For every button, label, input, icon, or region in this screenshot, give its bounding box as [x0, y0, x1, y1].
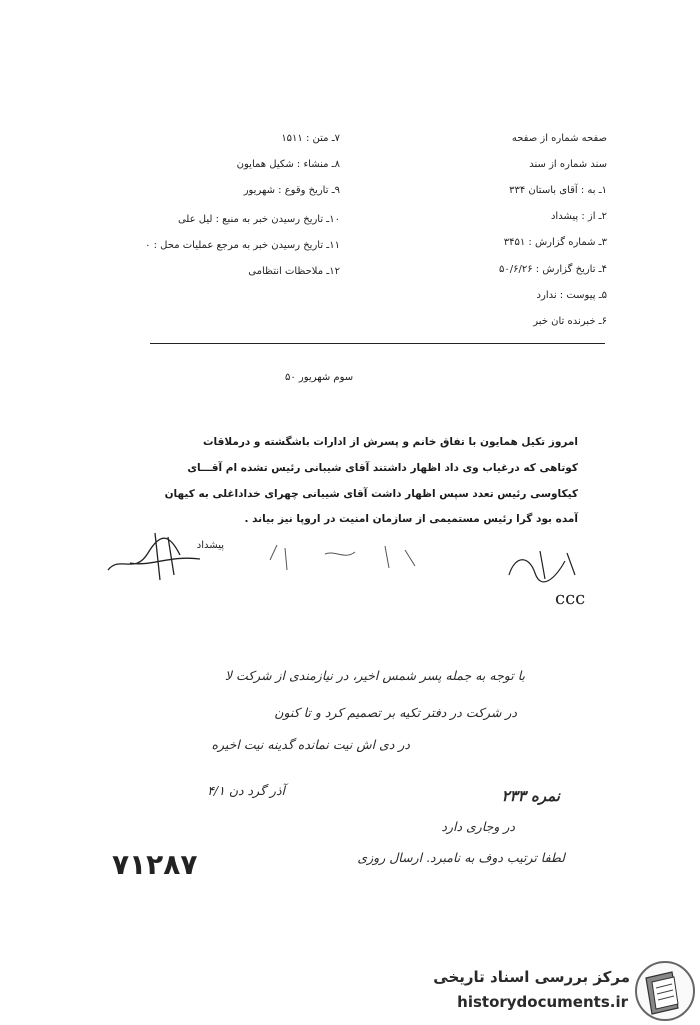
- header-field-remarks: ۱۲ـ ملاحظات انتظامی: [248, 266, 340, 277]
- archive-number: ۷۱۲۸۷: [112, 848, 198, 881]
- body-line: آمده بود گرا رئیس مستمیمی از سازمان امنیت در اروپا نیز بیاند .: [244, 513, 578, 525]
- marginal-note: ccc: [555, 588, 586, 609]
- handwritten-line: آذر گرد دن ۴/۱: [207, 783, 285, 798]
- archive-logo-icon: [634, 960, 696, 1022]
- signature-scribble-right: [505, 545, 585, 585]
- body-line: کوتاهی که درغیاب وی داد اظهار داشتند آقای شیبانی رئیس تشده ام آقـــای: [187, 462, 578, 474]
- header-divider: [150, 343, 605, 344]
- handwritten-line: با توجه به جمله پسر شمس اخیر، در نیازمندی از شرکت لا: [224, 668, 525, 683]
- header-field-source: ۸ـ منشاء : شکیل همایون: [236, 159, 340, 170]
- header-field-receipt-date-operations: ۱۱ـ تاریخ رسیدن خبر به مرجع عملیات محل : ۰: [145, 240, 340, 251]
- handwritten-line: در دی اش نیت نمانده گدینه نیت اخیره: [211, 737, 410, 752]
- header-field-from: ۲ـ از : پیشداد: [550, 211, 607, 222]
- body-line: امروز تکیل همایون با تفاق خانم و پسرش از ادارات باشگشته و درملاقات: [203, 436, 578, 448]
- bottom-note-line: لطفا ترتیب دوف به نامبرد. ارسال روزی: [357, 850, 565, 865]
- header-field-to: ۱ـ به : آقای باستان ۳۳۴: [509, 185, 607, 196]
- header-field-page-number: صفحه شماره از صفحه: [511, 133, 607, 144]
- header-field-document-number: سند شماره از سند: [529, 159, 607, 170]
- watermark-org-name: مرکز بررسی اسناد تاریخی: [433, 968, 630, 986]
- signature-scribble: [100, 525, 210, 585]
- header-field-report-date: ۴ـ تاریخ گزارش : ۵۰/۶/۲۶: [499, 264, 607, 275]
- header-field-event-date: ۹ـ تاریخ وقوع : شهریور: [243, 185, 340, 196]
- archive-watermark: [415, 960, 700, 1025]
- signature-name: پیشداد: [196, 540, 224, 551]
- handwritten-line: در شرکت در دفتر تکیه بر تصمیم کرد و تا کنون: [274, 705, 517, 720]
- header-field-attachment: ۵ـ پیوست : ندارد: [536, 290, 607, 301]
- header-field-distribution: ۶ـ خبرنده تان خبر: [533, 316, 607, 327]
- bottom-note-line: در وجاری دارد: [441, 819, 515, 834]
- watermark-url: historydocuments.ir: [457, 993, 628, 1011]
- faded-stamp-marks: [265, 540, 445, 580]
- header-field-report-number: ۳ـ شماره گزارش : ۳۴۵۱: [503, 237, 607, 248]
- header-field-receipt-date-source: ۱۰ـ تاریخ رسیدن خبر به منبع : لیل علی: [177, 214, 340, 225]
- report-date-line: سوم شهریور ۵۰: [285, 372, 354, 383]
- body-line: کیکاوسی رئیس تعدد سپس اظهار داشت آقای شیبانی چهرای خداداغلی به کیهان: [164, 488, 578, 500]
- stamp-number: نمره ۲۳۳: [501, 787, 560, 805]
- header-field-text: ۷ـ متن : ۱۵۱۱: [281, 133, 340, 144]
